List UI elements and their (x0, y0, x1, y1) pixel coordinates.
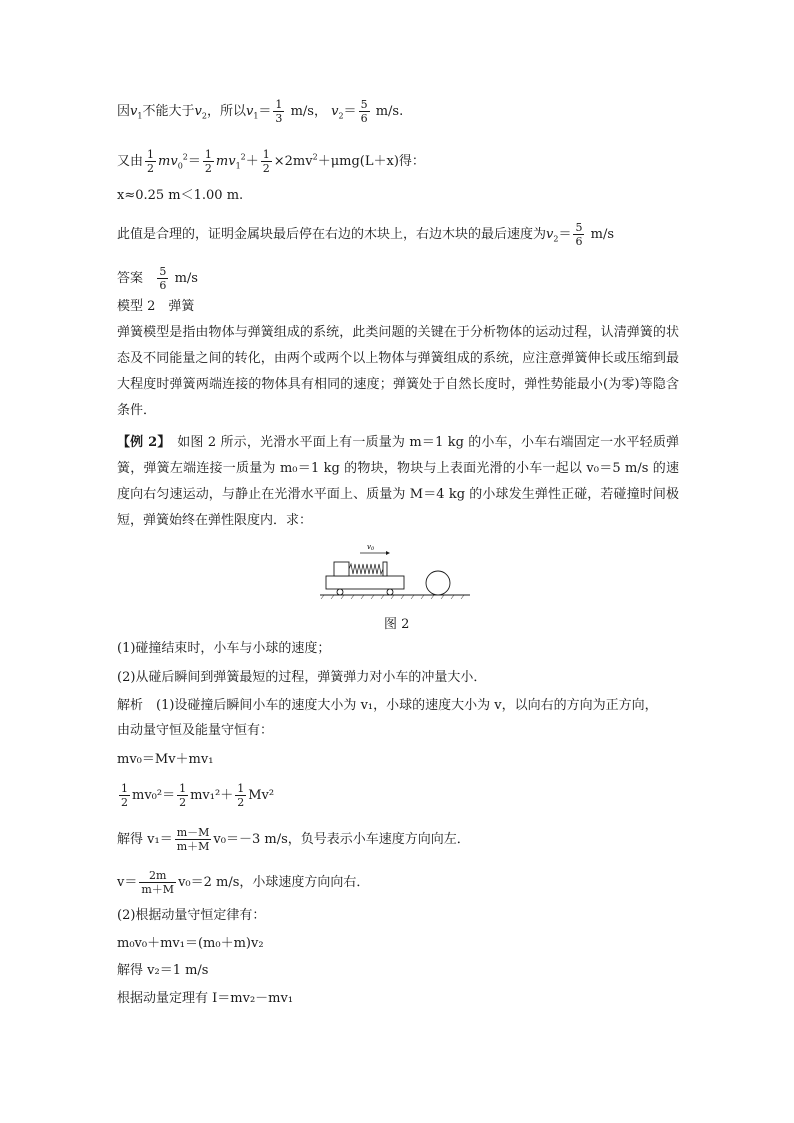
text: 此值是合理的，证明金属块最后停在右边的木块上，右边木块的最后速度为 (117, 227, 547, 242)
fraction: $\frac{1}{2}$ (262, 148, 270, 175)
var: v (194, 104, 202, 119)
fraction: $\frac{1}{2}$ (237, 782, 245, 809)
equation-impulse: 根据动量定理有 I＝mv₂－mv₁ (117, 991, 294, 1006)
text-line-1: 因$v_1$不能大于$v_2$，所以$v_1=$ $\frac{1}{3}$ m/s， $v_2=$ $\frac{5}{6}$ m/s. (117, 98, 404, 125)
fraction: $\frac{1}{2}$ (147, 148, 155, 175)
question-2: (2)从碰后瞬间到弹簧最短的过程，弹簧弹力对小车的冲量大小． (117, 670, 487, 685)
question-1: (1)碰撞结束时，小车与小球的速度； (117, 641, 331, 656)
term: mv₁²＋ (190, 788, 234, 803)
var: v (130, 104, 138, 119)
text: 又由 (117, 154, 144, 169)
unit: m/s (590, 227, 615, 242)
subscript: 0 (177, 161, 183, 171)
cart-body (326, 576, 404, 589)
var: v (245, 104, 254, 119)
fraction: $\frac{1}{3}$ (275, 98, 283, 125)
text: v₀＝－3 m/s，负号表示小车速度方向向左． (213, 832, 470, 847)
cart-spring-ball-figure (320, 540, 470, 606)
unit: m/s (174, 271, 198, 286)
superscript: 2 (312, 152, 318, 162)
equation-energy (117, 782, 274, 809)
superscript: 2 (240, 152, 246, 162)
text: v＝ (117, 875, 138, 890)
solution-line-1 (117, 697, 658, 715)
answer-line (117, 265, 198, 292)
term: mv₀²＝ (132, 788, 176, 803)
fraction: $\frac{m-M}{m+M}$ (176, 826, 210, 853)
equation-v-result (117, 869, 369, 896)
velocity-label: v0 (367, 543, 375, 552)
fraction: $\frac{1}{2}$ (121, 782, 128, 809)
subscript: 1 (253, 111, 259, 121)
text-line-3: x≈0.25 m＜1.00 m. (117, 188, 244, 203)
unit: m/s， (290, 104, 327, 119)
figure-caption: 图 2 (384, 617, 410, 632)
fraction: $\frac{1}{2}$ (179, 782, 187, 809)
model-paragraph: 弹簧模型是指由物体与弹簧组成的系统，此类问题的关键在于分析物体的运动过程，认清弹簧的状态及不同能量之间的转化，由两个或两个以上物体与弹簧组成的系统，应注意弹簧伸长或压缩到最大程度时弹簧两端连接的物体具有相同的速度；弹簧处于自然长度时，弹性势能最小(为零)等隐含条件． (117, 325, 679, 418)
example-text: 如图 2 所示，光滑水平面上有一质量为 m＝1 kg 的小车，小车右端固定一水平轻质弹簧，弹簧左端连接一质量为 m₀＝1 kg 的物块，物块与上表面光滑的小车一起以 v₀＝5 m/s 的速度向右匀速运动，与静止在光滑水平面上、质量为 M＝4 kg 的小球发生弹性正碰，若碰撞时间极短，弹簧始终在弹性限度内．求： (117, 435, 680, 528)
term: mv (215, 154, 236, 169)
unit: m/s. (375, 104, 404, 119)
fraction: $\frac{5}{6}$ (159, 265, 167, 292)
equation-v1-result (117, 826, 470, 853)
ground-hatching (321, 595, 464, 599)
equation-v2-result: 解得 v₂＝1 m/s (117, 963, 209, 978)
text: ＝ (558, 227, 572, 242)
text-line-4 (117, 221, 614, 249)
section-title: 模型 2 弹簧 (117, 299, 195, 314)
wheel (337, 589, 343, 595)
block (334, 562, 349, 576)
subscript: 2 (553, 234, 559, 244)
solution-line-2: 由动量守恒及能量守恒有： (117, 723, 274, 738)
text: ＝ (187, 154, 201, 169)
spring-mount (383, 562, 387, 576)
subscript: 2 (338, 111, 344, 121)
var: v (331, 104, 339, 119)
ball (426, 571, 450, 595)
example-tag: 【例 2】 (117, 435, 165, 450)
spring (349, 564, 383, 574)
text: 不能大于 (142, 104, 195, 119)
text: ，所以 (206, 104, 246, 119)
text: (1)设碰撞后瞬间小车的速度大小为 v₁，小球的速度大小为 v，以向右的方向为正方向， (143, 698, 658, 713)
solution-label: 解析 (117, 698, 144, 713)
fraction: $\frac{1}{2}$ (204, 148, 212, 175)
wheel (387, 589, 393, 595)
term: mv (158, 154, 178, 169)
arrowhead (386, 551, 390, 555)
text: 因 (117, 104, 131, 119)
solution-part-2: (2)根据动量守恒定律有： (117, 908, 266, 923)
term: Mv² (248, 788, 275, 803)
term: ＋μmg(L＋x) (317, 154, 399, 169)
subscript: 2 (201, 111, 207, 121)
text: v₀＝2 m/s，小球速度方向向右． (178, 875, 370, 890)
superscript: 2 (182, 152, 188, 162)
equation-momentum-2: m₀v₀＋mv₁＝(m₀＋m)v₂ (117, 936, 264, 951)
fraction: $\frac{5}{6}$ (360, 98, 368, 125)
var: v (546, 227, 554, 242)
subscript: 1 (235, 161, 241, 171)
text-line-2 (117, 148, 425, 176)
equation-momentum: mv₀＝Mv＋mv₁ (117, 752, 214, 767)
fraction: $\frac{5}{6}$ (575, 221, 583, 248)
fraction: $\frac{2m}{m+M}$ (141, 869, 175, 896)
term: ×2mv (273, 154, 313, 169)
text: 得： (398, 154, 425, 169)
answer-label: 答案 (117, 271, 144, 286)
text: 解得 v₁＝ (117, 832, 173, 847)
example-paragraph (117, 430, 679, 534)
text: ＋ (245, 154, 259, 169)
subscript: 1 (137, 111, 143, 121)
